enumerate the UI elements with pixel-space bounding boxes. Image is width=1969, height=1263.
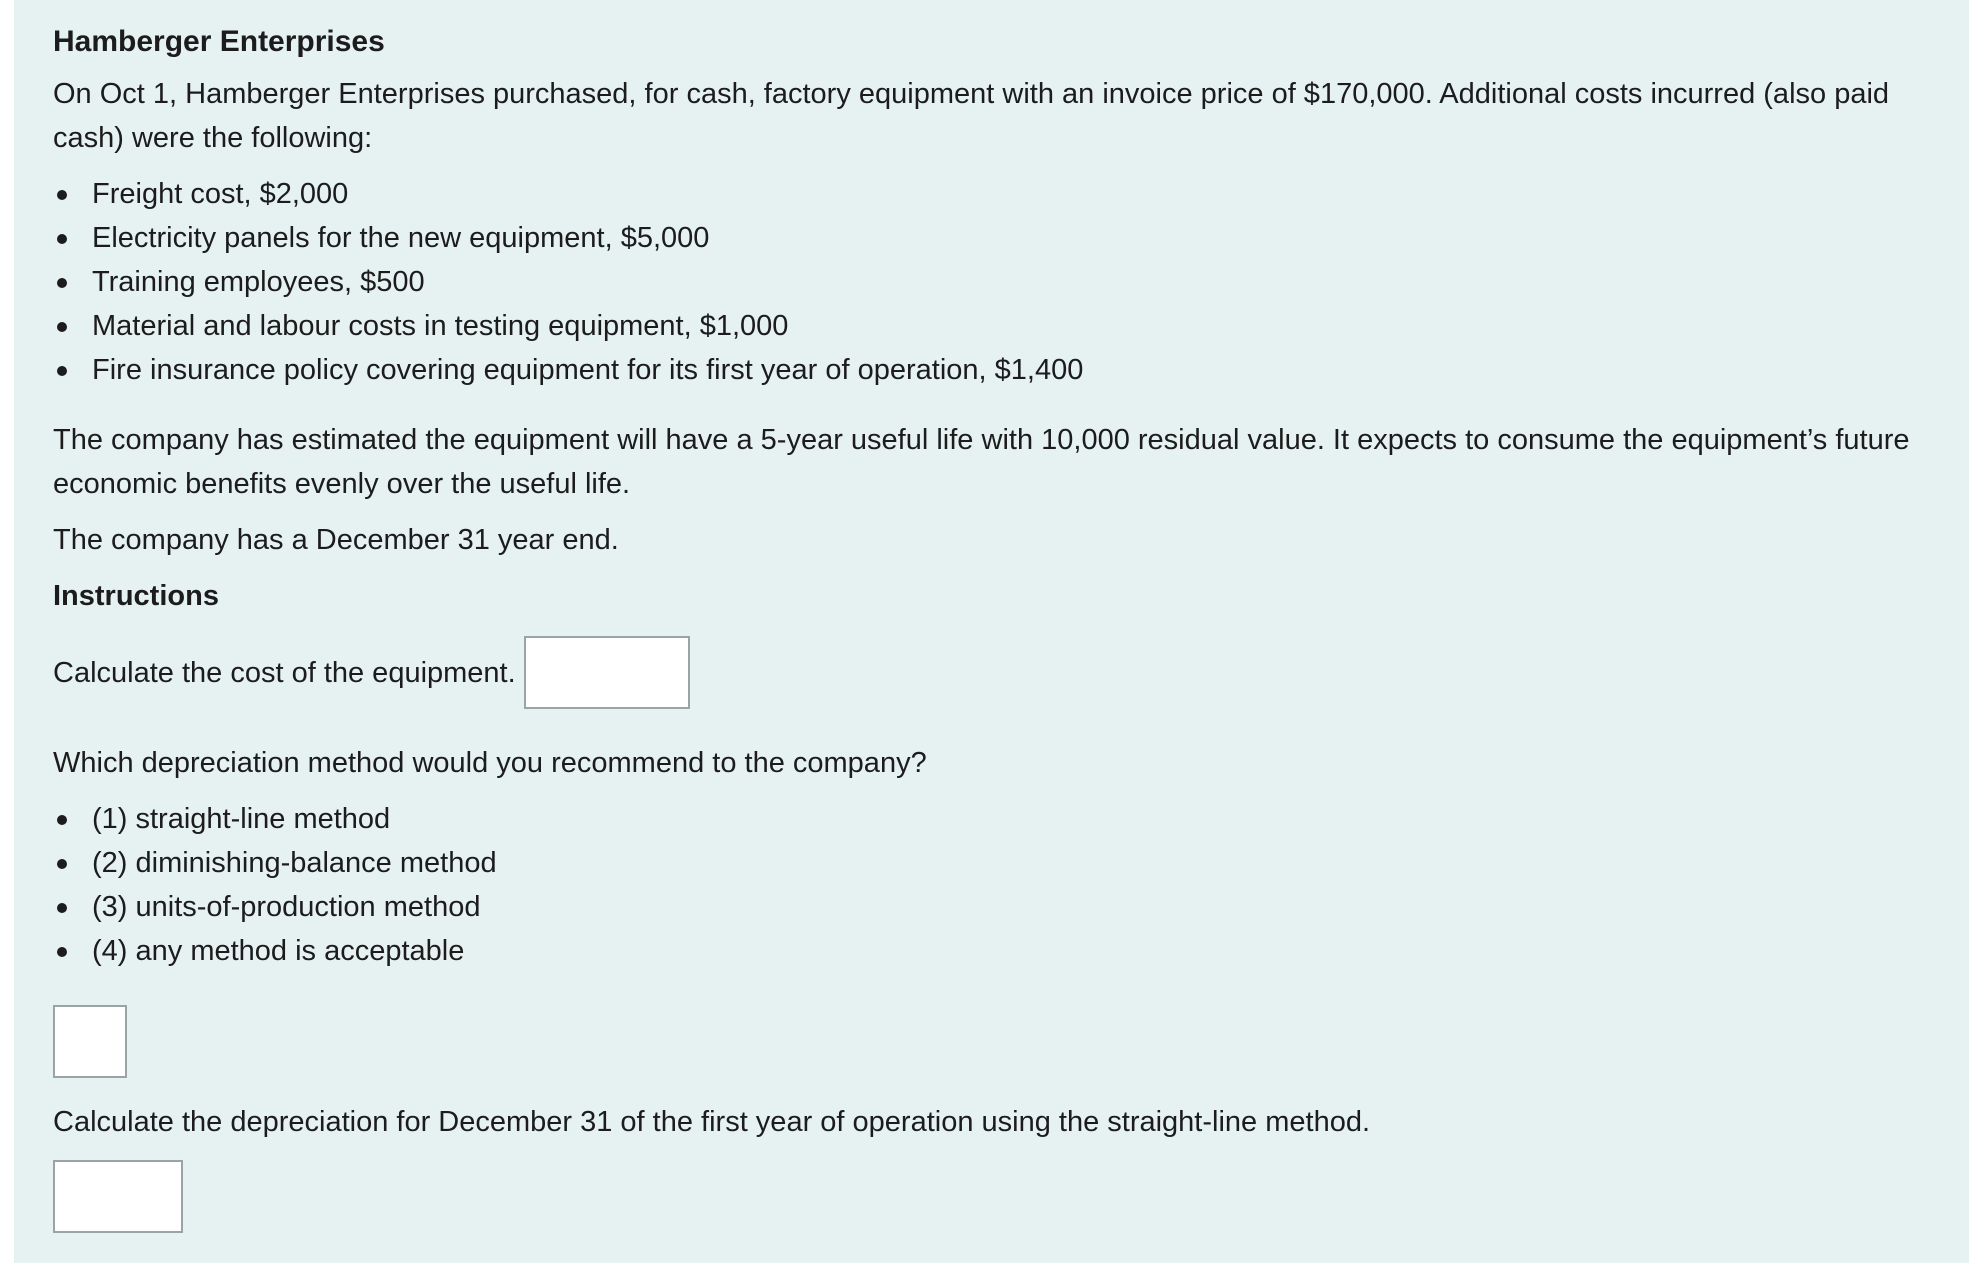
list-item: [53, 172, 1929, 216]
list-item: [53, 929, 1929, 973]
bullet-icon: [57, 322, 67, 332]
cost-question-row: [53, 636, 1929, 709]
method-item-label: (2) diminishing-balance method: [92, 847, 497, 879]
list-item: [53, 216, 1929, 260]
question-panel: [14, 0, 1969, 1263]
bullet-icon: [57, 234, 67, 244]
cost-item-label: Freight cost, $2,000: [92, 178, 349, 210]
page-title: Hamberger Enterprises: [53, 25, 385, 58]
list-item: [53, 885, 1929, 929]
list-item: [53, 304, 1929, 348]
depreciation-question-label: Calculate the depreciation for December 31 of the first year of operation using the straight-line method.: [53, 1106, 1371, 1138]
bullet-icon: [57, 859, 67, 869]
depreciation-method-input[interactable]: [53, 1005, 127, 1078]
list-item: [53, 797, 1929, 841]
instructions-heading: Instructions: [53, 580, 219, 612]
bullet-icon: [57, 366, 67, 376]
depreciation-answer-row: [53, 1160, 1929, 1233]
additional-costs-list: [53, 172, 1929, 392]
bullet-icon: [57, 903, 67, 913]
method-item-label: (3) units-of-production method: [92, 891, 481, 923]
year-end-paragraph: The company has a December 31 year end.: [53, 524, 619, 556]
method-item-label: (4) any method is acceptable: [92, 935, 465, 967]
list-item: [53, 348, 1929, 392]
depreciation-amount-input[interactable]: [53, 1160, 183, 1233]
cost-item-label: Fire insurance policy covering equipment for its first year of operation, $1,400: [92, 354, 1084, 386]
bullet-icon: [57, 278, 67, 288]
bullet-icon: [57, 947, 67, 957]
depreciation-methods-list: [53, 797, 1929, 973]
intro-paragraph: On Oct 1, Hamberger Enterprises purchased, for cash, factory equipment with an invoice price of $170,000. Additional costs incurred (also paid cash) were the following:: [53, 78, 1890, 154]
list-item: [53, 260, 1929, 304]
method-item-label: (1) straight-line method: [92, 803, 391, 835]
cost-item-label: Material and labour costs in testing equipment, $1,000: [92, 310, 789, 342]
method-question-label: Which depreciation method would you recommend to the company?: [53, 747, 927, 779]
cost-question-label: Calculate the cost of the equipment.: [53, 656, 516, 689]
bullet-icon: [57, 190, 67, 200]
method-answer-row: [53, 1005, 1929, 1078]
equipment-cost-input[interactable]: [524, 636, 690, 709]
estimate-paragraph: The company has estimated the equipment will have a 5-year useful life with 10,000 residual value. It expects to consume the equipment’s future economic benefits evenly over the useful life.: [53, 424, 1910, 500]
cost-item-label: Training employees, $500: [92, 266, 425, 298]
cost-item-label: Electricity panels for the new equipment, $5,000: [92, 222, 710, 254]
bullet-icon: [57, 815, 67, 825]
list-item: [53, 841, 1929, 885]
